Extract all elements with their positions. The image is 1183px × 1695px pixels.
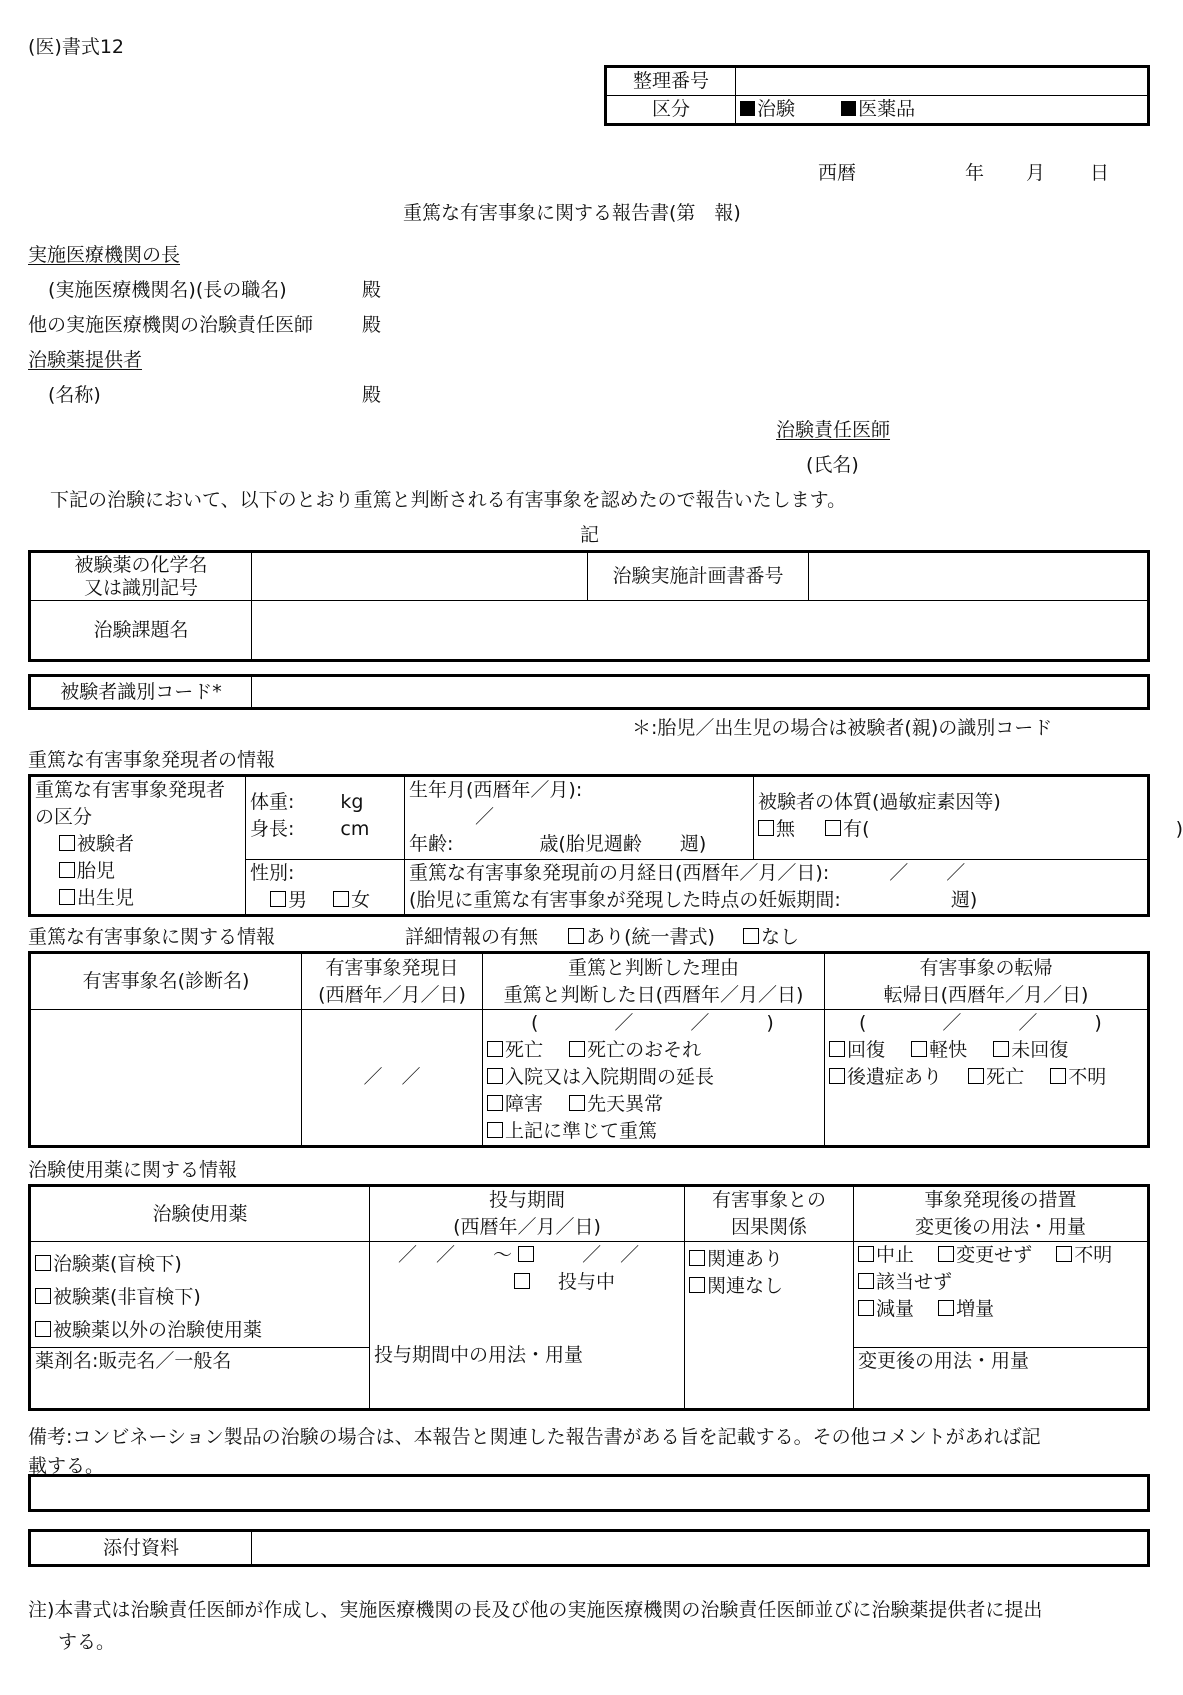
- improved-checkbox[interactable]: [911, 1041, 927, 1057]
- date-day: 日: [1090, 162, 1110, 184]
- sponsor-label: 治験薬提供者: [28, 349, 143, 371]
- date-month: 月: [1026, 162, 1046, 184]
- remarks-field[interactable]: [30, 1476, 1149, 1511]
- reporter-label: 治験責任医師: [776, 419, 891, 441]
- detail-yes-checkbox[interactable]: [568, 928, 584, 944]
- onset-date-field[interactable]: ／ ／: [302, 1010, 483, 1147]
- period-end-checkbox[interactable]: [518, 1246, 534, 1262]
- subject-id-field[interactable]: [252, 676, 1149, 709]
- remarks-table: [28, 1474, 1150, 1512]
- not-applicable-checkbox[interactable]: [858, 1273, 874, 1289]
- male-checkbox[interactable]: [270, 891, 286, 907]
- period-cell: ／ ／ 〜 ／ ／ 投与中 投与期間中の用法・用量: [370, 1242, 685, 1410]
- period-header: 投与期間 (西暦年／月／日): [370, 1186, 685, 1242]
- chem-field[interactable]: [252, 552, 588, 601]
- chiken-checked-checkbox[interactable]: [740, 101, 755, 116]
- other-serious-checkbox[interactable]: [487, 1122, 503, 1138]
- causal-cell: 関連あり 関連なし: [685, 1242, 854, 1410]
- disability-checkbox[interactable]: [487, 1095, 503, 1111]
- detail-no-checkbox[interactable]: [743, 928, 759, 944]
- stop-checkbox[interactable]: [858, 1246, 874, 1262]
- unrelated-checkbox[interactable]: [689, 1277, 705, 1293]
- reason-header: 重篤と判断した理由 重篤と判断した日(西暦年／月／日): [483, 953, 825, 1010]
- outcome-header: 有害事象の転帰 転帰日(西暦年／月／日): [825, 953, 1149, 1010]
- outcome-death-checkbox[interactable]: [968, 1068, 984, 1084]
- action-unknown-checkbox[interactable]: [1056, 1246, 1072, 1262]
- birth-age-cell: 生年月(西暦年／月): ／ 年齢: 歳(胎児週齢 週): [405, 776, 754, 860]
- kubun-options: [736, 96, 1149, 125]
- subject-checkbox[interactable]: [59, 835, 75, 851]
- intro-text: 下記の治験において、以下のとおり重篤と判断される有害事象を認めたので報告いたします。: [50, 489, 847, 511]
- death-checkbox[interactable]: [487, 1041, 503, 1057]
- ki-text: 記: [580, 524, 600, 546]
- protocol-field[interactable]: [809, 552, 1149, 601]
- event-table: [28, 951, 1150, 1148]
- discoverer-section-title: 重篤な有害事象発現者の情報: [28, 749, 276, 771]
- iyakuhin-label: 医薬品: [858, 98, 916, 120]
- date-era: 西暦: [818, 162, 857, 184]
- chiken-label: 治験: [757, 98, 796, 120]
- onset-header: 有害事象発現日 (西暦年／月／日): [302, 953, 483, 1010]
- study-table: [28, 550, 1150, 662]
- report-title: 重篤な有害事象に関する報告書(第 報): [403, 202, 741, 224]
- open-drug-checkbox[interactable]: [35, 1288, 51, 1304]
- drug-section-title: 治験使用薬に関する情報: [28, 1159, 238, 1181]
- increase-checkbox[interactable]: [938, 1300, 954, 1316]
- ongoing-checkbox[interactable]: [514, 1273, 530, 1289]
- reason-cell: ( ／ ／ ) 死亡 死亡のおそれ 入院又は入院期間の延長 障害 先天異常 上記に準じて重篤: [483, 1010, 825, 1147]
- dono-3: 殿: [362, 384, 382, 406]
- form-code: (医)書式12: [28, 36, 125, 58]
- weight-height-cell: 体重: kg 身長: cm: [246, 776, 405, 860]
- study-title-field[interactable]: [252, 601, 1149, 661]
- event-name-field[interactable]: [30, 1010, 302, 1147]
- lmp-cell: 重篤な有害事象発現前の月経日(西暦年／月／日): ／ ／ (胎児に重篤な有害事象が発現した時点の妊娠期間: 週): [405, 860, 1149, 916]
- event-section-title: 重篤な有害事象に関する情報: [28, 926, 276, 948]
- kubun-label: 区分: [606, 96, 736, 125]
- recovered-checkbox[interactable]: [829, 1041, 845, 1057]
- discoverer-table: [28, 774, 1183, 917]
- footnote-line-2: する。: [58, 1631, 116, 1653]
- dono-2: 殿: [362, 314, 382, 336]
- causal-header: 有害事象との 因果関係: [685, 1186, 854, 1242]
- event-name-header: 有害事象名(診断名): [30, 953, 302, 1010]
- constitution-yes-checkbox[interactable]: [825, 820, 841, 836]
- head-line: (実施医療機関名)(長の職名): [48, 279, 287, 301]
- death-risk-checkbox[interactable]: [569, 1041, 585, 1057]
- blinded-drug-checkbox[interactable]: [35, 1255, 51, 1271]
- sponsor-line: (名称): [48, 384, 101, 406]
- subject-note: ＊:胎児／出生児の場合は被験者(親)の識別コード: [632, 717, 1053, 739]
- fetus-checkbox[interactable]: [59, 862, 75, 878]
- action-header: 事象発現後の措置 変更後の用法・用量: [854, 1186, 1149, 1242]
- kubun-cell: 重篤な有害事象発現者 の区分 被験者 胎児 出生児: [30, 776, 246, 916]
- action-cell: 中止 変更せず 不明 該当せず 減量 増量: [854, 1242, 1149, 1348]
- hospitalization-checkbox[interactable]: [487, 1068, 503, 1084]
- drug-type-cell: 治験薬(盲検下) 被験薬(非盲検下) 被験薬以外の治験使用薬: [30, 1242, 370, 1348]
- footnote-line-1: 注)本書式は治験責任医師が作成し、実施医療機関の長及び他の実施医療機関の治験責任医師並びに治験薬提供者に提出: [28, 1599, 1043, 1621]
- attachments-label: 添付資料: [30, 1531, 252, 1566]
- female-checkbox[interactable]: [333, 891, 349, 907]
- seiri-label: 整理番号: [606, 67, 736, 96]
- other-drug-checkbox[interactable]: [35, 1321, 51, 1337]
- remarks-line-1: 備考:コンビネーション製品の治験の場合は、本報告と関連した報告書がある旨を記載する。その他コメントがあれば記: [28, 1426, 1041, 1448]
- subject-id-label: 被験者識別コード*: [30, 676, 252, 709]
- unchanged-checkbox[interactable]: [938, 1246, 954, 1262]
- congenital-checkbox[interactable]: [569, 1095, 585, 1111]
- constitution-none-checkbox[interactable]: [758, 820, 774, 836]
- study-title-label: 治験課題名: [30, 601, 252, 661]
- attachments-table: [28, 1529, 1150, 1567]
- attachments-field[interactable]: [252, 1531, 1149, 1566]
- seiri-number-field[interactable]: [736, 67, 1149, 96]
- outcome-cell: ( ／ ／ ) 回復 軽快 未回復 後遺症あり 死亡 不明: [825, 1010, 1149, 1147]
- head-label: 実施医療機関の長: [28, 244, 181, 266]
- sequelae-checkbox[interactable]: [829, 1068, 845, 1084]
- drug-header: 治験使用薬: [30, 1186, 370, 1242]
- remarks-line-2: 載する。: [28, 1455, 105, 1477]
- drug-table: [28, 1184, 1150, 1411]
- changed-dose-cell[interactable]: 変更後の用法・用量: [854, 1348, 1149, 1410]
- dono-1: 殿: [362, 279, 382, 301]
- reporter-name: (氏名): [806, 454, 859, 476]
- dose-label: 投与期間中の用法・用量: [374, 1344, 584, 1366]
- drug-name-cell[interactable]: 薬剤名:販売名／一般名: [30, 1348, 370, 1410]
- detail-info: 詳細情報の有無 あり(統一書式) なし: [405, 926, 800, 948]
- not-recovered-checkbox[interactable]: [993, 1041, 1009, 1057]
- newborn-checkbox[interactable]: [59, 889, 75, 905]
- reduce-checkbox[interactable]: [858, 1300, 874, 1316]
- subject-table: [28, 674, 1150, 710]
- constitution-cell: 被験者の体質(過敏症素因等) 無 有( ): [754, 776, 1149, 860]
- admin-box: [604, 65, 1150, 126]
- iyakuhin-checked-checkbox[interactable]: [841, 101, 856, 116]
- date-year: 年: [965, 162, 985, 184]
- other-investigator-line: 他の実施医療機関の治験責任医師: [28, 314, 314, 336]
- sex-cell: 性別: 男 女: [246, 860, 405, 916]
- chem-label: 被験薬の化学名 又は識別記号: [30, 552, 252, 601]
- outcome-unknown-checkbox[interactable]: [1050, 1068, 1066, 1084]
- related-checkbox[interactable]: [689, 1250, 705, 1266]
- protocol-label: 治験実施計画書番号: [588, 552, 809, 601]
